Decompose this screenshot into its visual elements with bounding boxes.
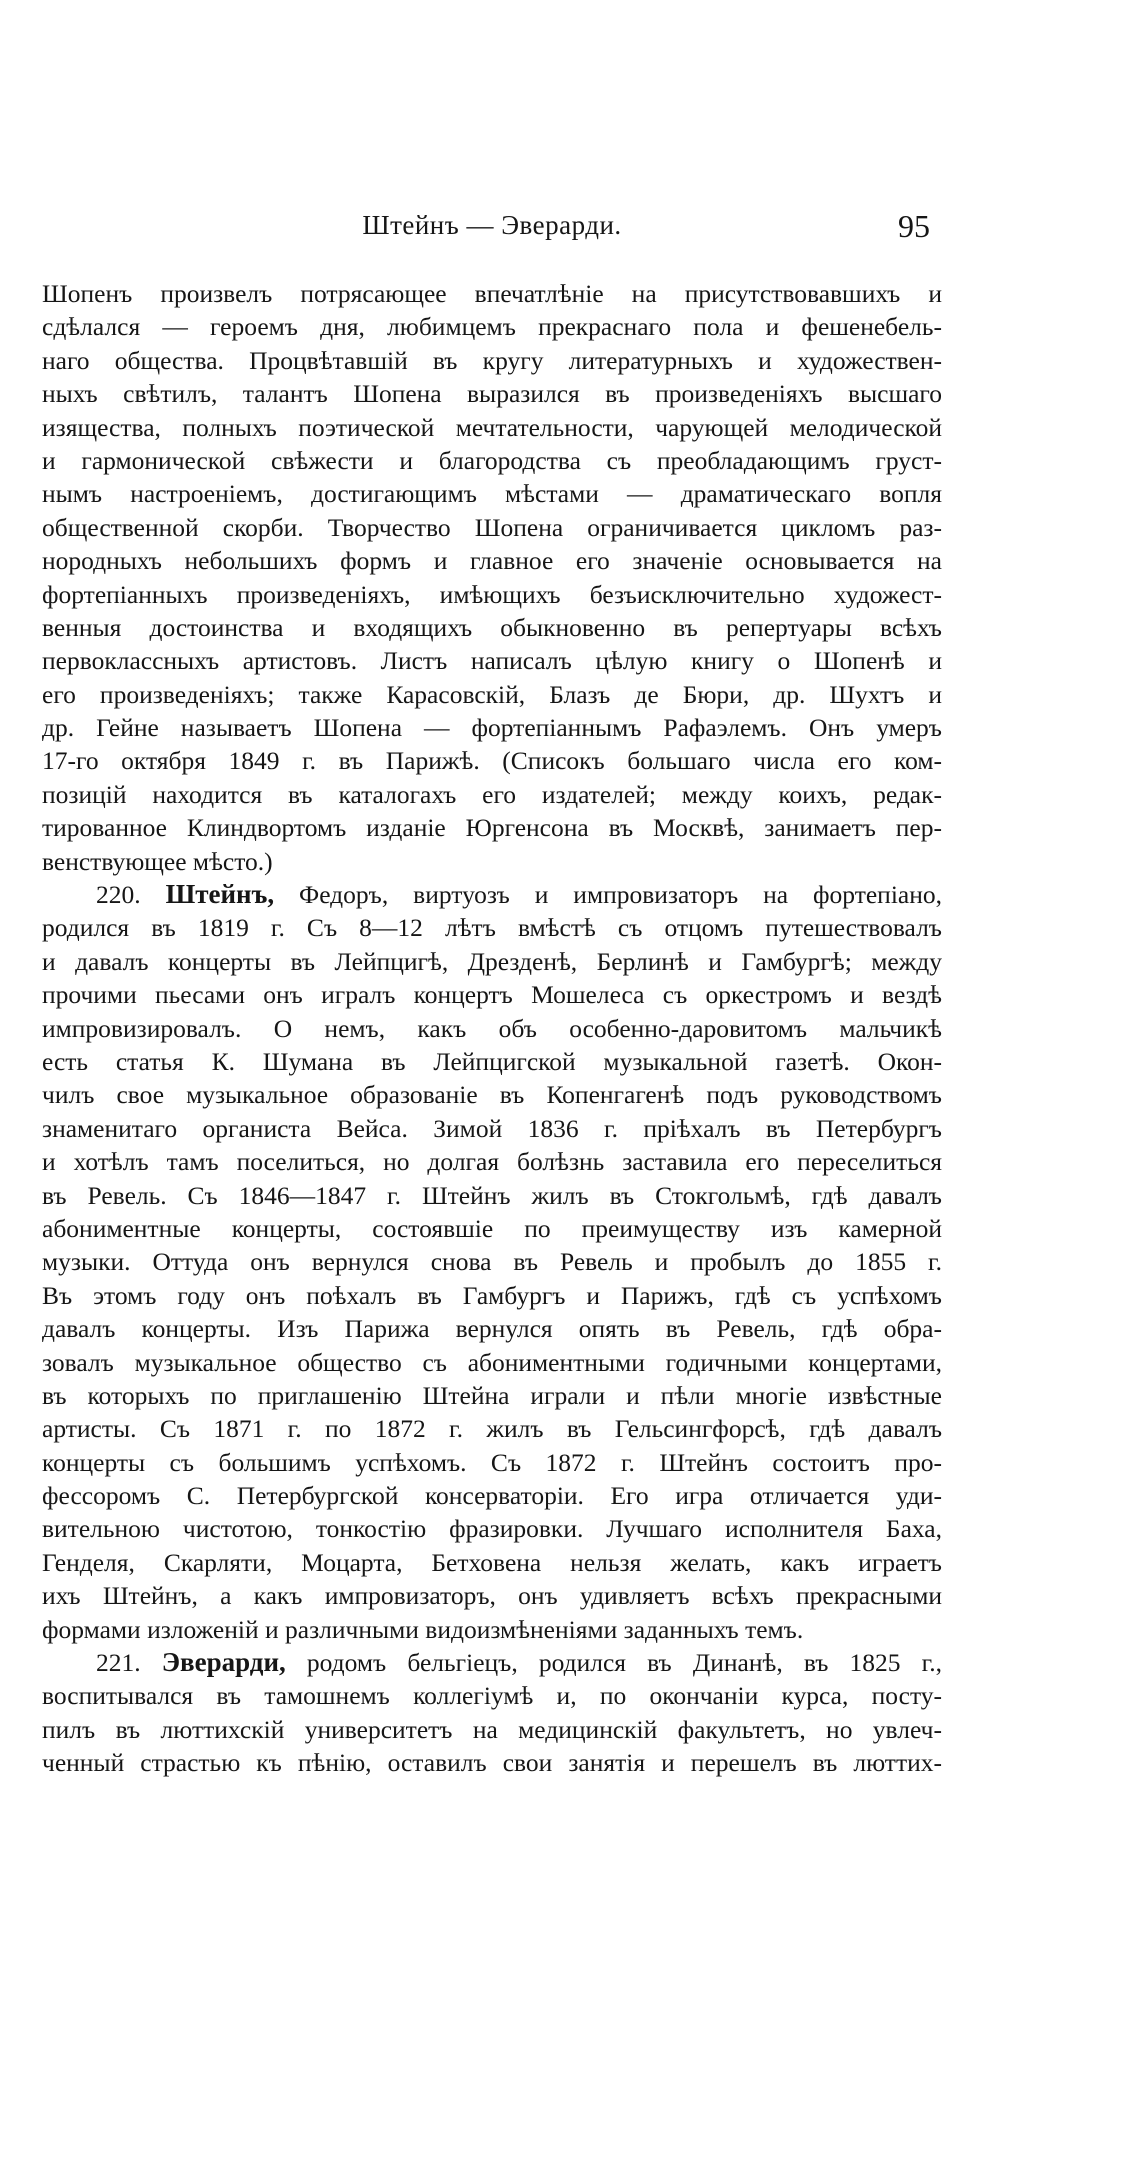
text-line: музыки. Оттуда онъ вернулся снова въ Ревель и пробылъ до 1855 г.: [42, 1247, 942, 1277]
text-line: венствующее мѣсто.): [42, 846, 273, 876]
text-line: знаменитаго органиста Вейса. Зимой 1836 г. пріѣхалъ въ Петербургъ: [42, 1113, 942, 1143]
book-page: [42, 0, 942, 2183]
entry-heading-line: [42, 1646, 942, 1679]
entry-text: родомъ бельгіецъ, родился въ Динанѣ, въ 1825 г.,: [306, 1648, 942, 1678]
entry-number: 220.: [96, 880, 141, 910]
body-text: [42, 277, 942, 1780]
page-number: 95: [898, 208, 930, 244]
running-head: [42, 210, 942, 250]
entry-name: Штейнъ,: [165, 879, 275, 910]
text-line: прочими пьесами онъ игралъ концертъ Мошелеса съ оркестромъ и вездѣ: [42, 980, 942, 1010]
text-line: Генделя, Скарляти, Моцарта, Бетховена нельзя желать, какъ играетъ: [42, 1547, 942, 1577]
text-line: въ которыхъ по приглашенію Штейна играли и пѣли многіе извѣстные: [42, 1380, 942, 1410]
text-line: его произведеніяхъ; также Карасовскій, Блазъ де Бюри, др. Шухтъ и: [42, 679, 942, 709]
text-line: Въ этомъ году онъ поѣхалъ въ Гамбургъ и Парижъ, гдѣ съ успѣхомъ: [42, 1280, 942, 1310]
text-line: позицій находится въ каталогахъ его издателей; между коихъ, редак-: [42, 779, 942, 809]
text-line: изящества, полныхъ поэтической мечтательности, чарующей мелодической: [42, 412, 942, 442]
text-line: есть статья К. Шумана въ Лейпцигской музыкальной газетѣ. Окон-: [42, 1046, 942, 1076]
text-line: нымъ настроеніемъ, достигающимъ мѣстами — драматическаго вопля: [42, 479, 942, 509]
text-line: ченный страстью къ пѣнію, оставилъ свои занятія и перешелъ въ люттих-: [42, 1748, 942, 1778]
text-line: фессоромъ С. Петербургской консерваторіи. Его игра отличается уди-: [42, 1481, 942, 1511]
entry-number: 221.: [96, 1648, 141, 1678]
text-line: импровизировалъ. О немъ, какъ объ особенно-даровитомъ мальчикѣ: [42, 1013, 942, 1043]
text-line: воспитывался въ тамошнемъ коллегіумѣ и, по окончаніи курса, посту-: [42, 1681, 942, 1711]
text-line: первоклассныхъ артистовъ. Листъ написалъ цѣлую книгу о Шопенѣ и: [42, 646, 942, 676]
text-line: и гармонической свѣжести и благородства съ преобладающимъ груст-: [42, 445, 942, 475]
text-line: общественной скорби. Творчество Шопена ограничивается цикломъ раз-: [42, 512, 942, 542]
text-line: въ Ревель. Съ 1846—1847 г. Штейнъ жилъ въ Стокгольмѣ, гдѣ давалъ: [42, 1180, 942, 1210]
text-line: фортепіанныхъ произведеніяхъ, имѣющихъ безъисключительно художест-: [42, 579, 942, 609]
text-line: и давалъ концерты въ Лейпцигѣ, Дрезденѣ, Берлинѣ и Гамбургѣ; между: [42, 946, 942, 976]
text-line: артисты. Съ 1871 г. по 1872 г. жилъ въ Гельсингфорсѣ, гдѣ давалъ: [42, 1414, 942, 1444]
text-line: зовалъ музыкальное общество съ абониментными годичными концертами,: [42, 1347, 942, 1377]
text-line: абониментные концерты, состоявшіе по преимуществу изъ камерной: [42, 1213, 942, 1243]
text-line: венныя достоинства и входящихъ обыкновенно въ репертуары всѣхъ: [42, 612, 942, 642]
text-line: 17-го октября 1849 г. въ Парижѣ. (Списокъ большаго числа его ком-: [42, 746, 942, 776]
text-line: концерты съ большимъ успѣхомъ. Съ 1872 г. Штейнъ состоитъ про-: [42, 1447, 942, 1477]
text-line: формами изложеній и различными видоизмѣненіями заданныхъ темъ.: [42, 1614, 804, 1644]
text-line: нородныхъ небольшихъ формъ и главное его значеніе основывается на: [42, 546, 942, 576]
text-line: родился въ 1819 г. Съ 8—12 лѣтъ вмѣстѣ съ отцомъ путешествовалъ: [42, 913, 942, 943]
entry-name: Эверарди,: [161, 1647, 286, 1678]
text-line: наго общества. Процвѣтавшій въ кругу литературныхъ и художествен-: [42, 345, 942, 375]
text-line: тированное Клиндвортомъ изданіе Юргенсона въ Москвѣ, занимаетъ пер-: [42, 813, 942, 843]
text-line: сдѣлался — героемъ дня, любимцемъ прекраснаго пола и фешенебель-: [42, 312, 942, 342]
entry-heading-line: [42, 878, 942, 911]
text-line: ныхъ свѣтилъ, талантъ Шопена выразился въ произведеніяхъ высшаго: [42, 379, 942, 409]
text-line: вительною чистотою, тонкостію фразировки. Лучшаго исполнителя Баха,: [42, 1514, 942, 1544]
text-line: пилъ въ люттихскій университетъ на медицинскій факультетъ, но увлеч-: [42, 1714, 942, 1744]
text-line: Шопенъ произвелъ потрясающее впечатлѣніе на присутствовавшихъ и: [42, 279, 942, 308]
text-line: др. Гейне называетъ Шопена — фортепіаннымъ Рафаэлемъ. Онъ умеръ: [42, 713, 942, 743]
running-title: Штейнъ — Эверарди.: [362, 210, 622, 240]
text-line: чилъ свое музыкальное образованіе въ Копенгагенѣ подъ руководствомъ: [42, 1080, 942, 1110]
text-line: давалъ концерты. Изъ Парижа вернулся опять въ Ревель, гдѣ обра-: [42, 1314, 942, 1344]
entry-text: Федоръ, виртуозъ и импровизаторъ на фортепіано,: [299, 880, 942, 910]
text-line: ихъ Штейнъ, а какъ импровизаторъ, онъ удивляетъ всѣхъ прекрасными: [42, 1581, 942, 1611]
text-line: и хотѣлъ тамъ поселиться, но долгая болѣзнь заставила его переселиться: [42, 1147, 942, 1177]
